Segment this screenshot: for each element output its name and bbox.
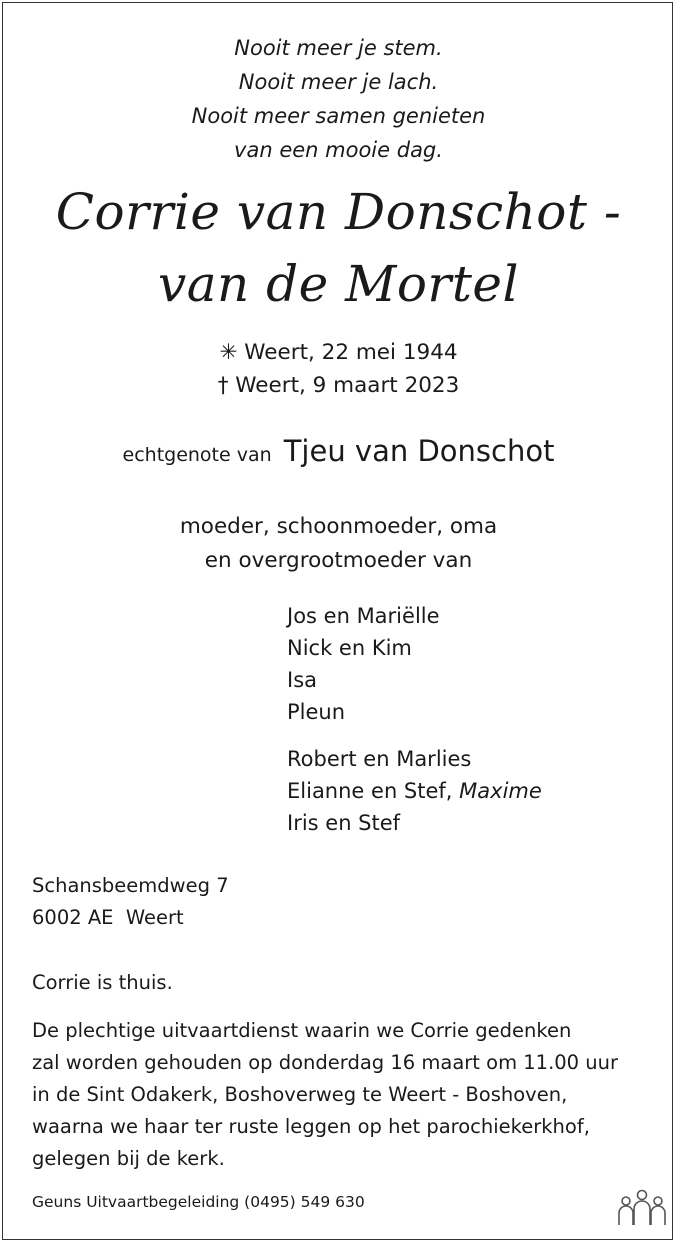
family-member: Isa bbox=[287, 668, 318, 692]
grandchild-name: Maxime bbox=[459, 779, 542, 803]
poem bbox=[0, 31, 677, 167]
deceased-name-line1: Corrie van Donschot - bbox=[55, 183, 622, 241]
service-line: gelegen bij de kerk. bbox=[32, 1147, 225, 1170]
poem-line: Nooit meer samen genieten bbox=[191, 104, 486, 128]
spouse-name: Tjeu van Donschot bbox=[283, 434, 555, 468]
spouse-prefix: echtgenote van bbox=[122, 444, 272, 466]
address-city: 6002 AE Weert bbox=[32, 906, 184, 929]
family-group-1 bbox=[287, 600, 440, 728]
family-member: Pleun bbox=[287, 700, 346, 724]
relation-line: moeder, schoonmoeder, oma bbox=[179, 514, 498, 539]
death-date: † Weert, 9 maart 2023 bbox=[217, 373, 460, 398]
family-member-prefix: Elianne en Stef, bbox=[287, 779, 460, 803]
service-line: zal worden gehouden op donderdag 16 maart om 11.00 uur bbox=[32, 1051, 619, 1074]
service-line: De plechtige uitvaartdienst waarin we Corrie gedenken bbox=[32, 1019, 572, 1042]
address bbox=[32, 870, 229, 934]
family-member: Robert en Marlies bbox=[287, 747, 472, 771]
family-member: Iris en Stef bbox=[287, 811, 401, 835]
deceased-name-line2: van de Mortel bbox=[157, 255, 520, 313]
service-info bbox=[32, 1015, 618, 1175]
relation-text bbox=[0, 510, 677, 578]
family-member bbox=[287, 775, 542, 807]
address-street: Schansbeemdweg 7 bbox=[32, 874, 229, 897]
birth-date: ✳ Weert, 22 mei 1944 bbox=[219, 340, 458, 365]
service-line: waarna we haar ter ruste leggen op het parochiekerkhof, bbox=[32, 1115, 590, 1138]
life-dates bbox=[0, 336, 677, 402]
family-member: Nick en Kim bbox=[287, 636, 412, 660]
poem-line: Nooit meer je stem. bbox=[234, 36, 443, 60]
poem-line: Nooit meer je lach. bbox=[238, 70, 439, 94]
funeral-director: Geuns Uitvaartbegeleiding (0495) 549 630 bbox=[32, 1193, 365, 1211]
people-group-icon bbox=[616, 1187, 668, 1229]
spouse-line bbox=[0, 434, 677, 468]
relation-line: en overgrootmoeder van bbox=[204, 548, 473, 573]
poem-line: van een mooie dag. bbox=[234, 138, 443, 162]
service-line: in de Sint Odakerk, Boshoverweg te Weert - Boshoven, bbox=[32, 1083, 568, 1106]
home-note: Corrie is thuis. bbox=[32, 971, 173, 994]
family-member: Jos en Mariëlle bbox=[287, 604, 440, 628]
family-group-2 bbox=[287, 743, 542, 839]
